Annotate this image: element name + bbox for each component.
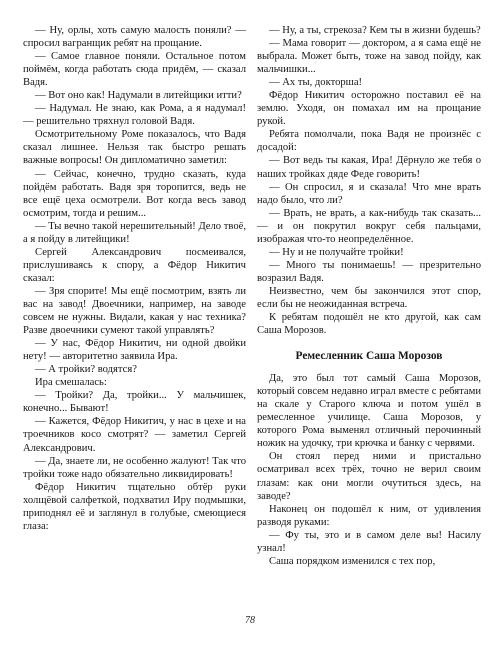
paragraph: — Ах ты, докторша! xyxy=(269,77,363,89)
paragraph: — Вот оно как! Надумали в литейщики итти? xyxy=(35,90,242,102)
paragraph: Фёдор Никитич тщательно обтёр руки холщёвой салфеткой, подхватил Иру подмышки, приподнял её и заглянул в голубые, смеющиеся глаза: xyxy=(23,481,246,532)
left-text-column xyxy=(23,24,246,533)
paragraph: — Надумал. Не знаю, как Рома, а я надумал! — решительно тряхнул головой Вадя. xyxy=(23,103,246,128)
paragraph: Фёдор Никитич осторожно поставил её на землю. Уходя, он помахал им на прощание рукой. xyxy=(257,90,481,128)
paragraph: — Самое главное поняли. Остальное потом поймём, когда работать сюда придём, — сказал Вадя. xyxy=(23,51,246,89)
paragraph: — Мама говорит — доктором, а я сама ещё не выбрала. Может быть, тоже на завод пойду, как мальчишки... xyxy=(257,38,481,76)
paragraph: — Да, знаете ли, не особенно жалуют! Так что тройки тоже надо обязательно ликвидировать! xyxy=(23,455,246,480)
paragraph: — Вот ведь ты какая, Ира! Дёрнуло же тебя о наших тройках дяде Феде говорить! xyxy=(257,155,481,180)
paragraph: Да, это был тот самый Саша Морозов, который совсем недавно играл вместе с ребятами на скале у Старого ключа и потом ушёл в ремесленное училище. Саша Морозов, у которого Рома выменял отличный перочинный ножик на удочку, три крючка и банку с червями. xyxy=(257,373,481,450)
paragraph: — Сейчас, конечно, трудно сказать, куда пойдём работать. Вадя зря торопится, ведь не все ещё цеха осмотрели. Вот когда весь завод осмотрим, тогда и решим... xyxy=(23,168,246,219)
paragraph: Осмотрительному Роме показалось, что Вадя сказал лишнее. Нельзя так быстро решать важные вопросы! Он дипломатично заметил: xyxy=(23,129,246,167)
paragraph: — Зря спорите! Мы ещё посмотрим, взять ли вас на завод! Двоечники, например, на заводе совсем не нужны. Видали, какая у нас техника? Разве двоечники сумеют такой управлять? xyxy=(23,285,246,337)
paragraph: — Ну, а ты, стрекоза? Кем ты в жизни будешь? xyxy=(269,25,481,36)
paragraph: — Врать, не врать, а как-нибудь так сказать... — и он покрутил вокруг себя пальцами, изображая что-то неопределённое. xyxy=(257,207,481,245)
paragraph: Ира смешалась: xyxy=(35,377,107,389)
paragraph: — Кажется, Фёдор Никитич, у нас в цехе и на троечников косо смотрят? — заметил Сергей Александрович. xyxy=(23,416,246,454)
paragraph: — Ну и не получайте тройки! xyxy=(269,246,404,258)
paragraph: — Он спросил, я и сказала! Что мне врать надо было, что ли? xyxy=(257,181,481,206)
paragraph: — Ну, орлы, хоть самую малость поняли? — спросил вагранщик ребят на прощание. xyxy=(23,25,246,50)
section-spacer xyxy=(257,337,481,349)
paragraph: — Тройки? Да, тройки... У мальчишек, конечно... Бывают! xyxy=(23,390,246,415)
paragraph: — А тройки? водятся? xyxy=(35,364,137,376)
paragraph: — Ты вечно такой нерешительный! Дело твоё, а я пойду в литейщики! xyxy=(23,220,246,245)
paragraph: — Фу ты, это и в самом деле вы! Насилу узнал! xyxy=(257,529,481,554)
paragraph: — У нас, Фёдор Никитич, ни одной двойки нету! — авторитетно заявила Ира. xyxy=(23,338,246,363)
paragraph: — Много ты понимаешь! — презрительно возразил Вадя. xyxy=(257,259,481,284)
paragraph: Сергей Александрович посмеивался, прислушиваясь к спору, а Фёдор Никитич сказал: xyxy=(23,246,246,284)
section-title: Ремесленник Саша Морозов xyxy=(295,350,443,363)
paragraph: К ребятам подошёл не кто другой, как сам Саша Морозов. xyxy=(257,312,481,337)
paragraph: Ребята помолчали, пока Вадя не произнёс с досадой: xyxy=(257,129,481,154)
paragraph: Неизвестно, чем бы закончился этот спор, если бы не неожиданная встреча. xyxy=(257,285,481,310)
paragraph: Наконец он подошёл к ним, от удивления разводя руками: xyxy=(257,503,481,528)
right-text-column xyxy=(257,24,481,568)
paragraph: Он стоял перед ними и пристально осматривал всех трёх, точно не верил своим глазам: как они могли очутиться здесь, на заводе? xyxy=(257,451,481,502)
page-number: 78 xyxy=(245,615,255,626)
paragraph: Саша порядком изменился с тех пор, xyxy=(269,555,436,567)
